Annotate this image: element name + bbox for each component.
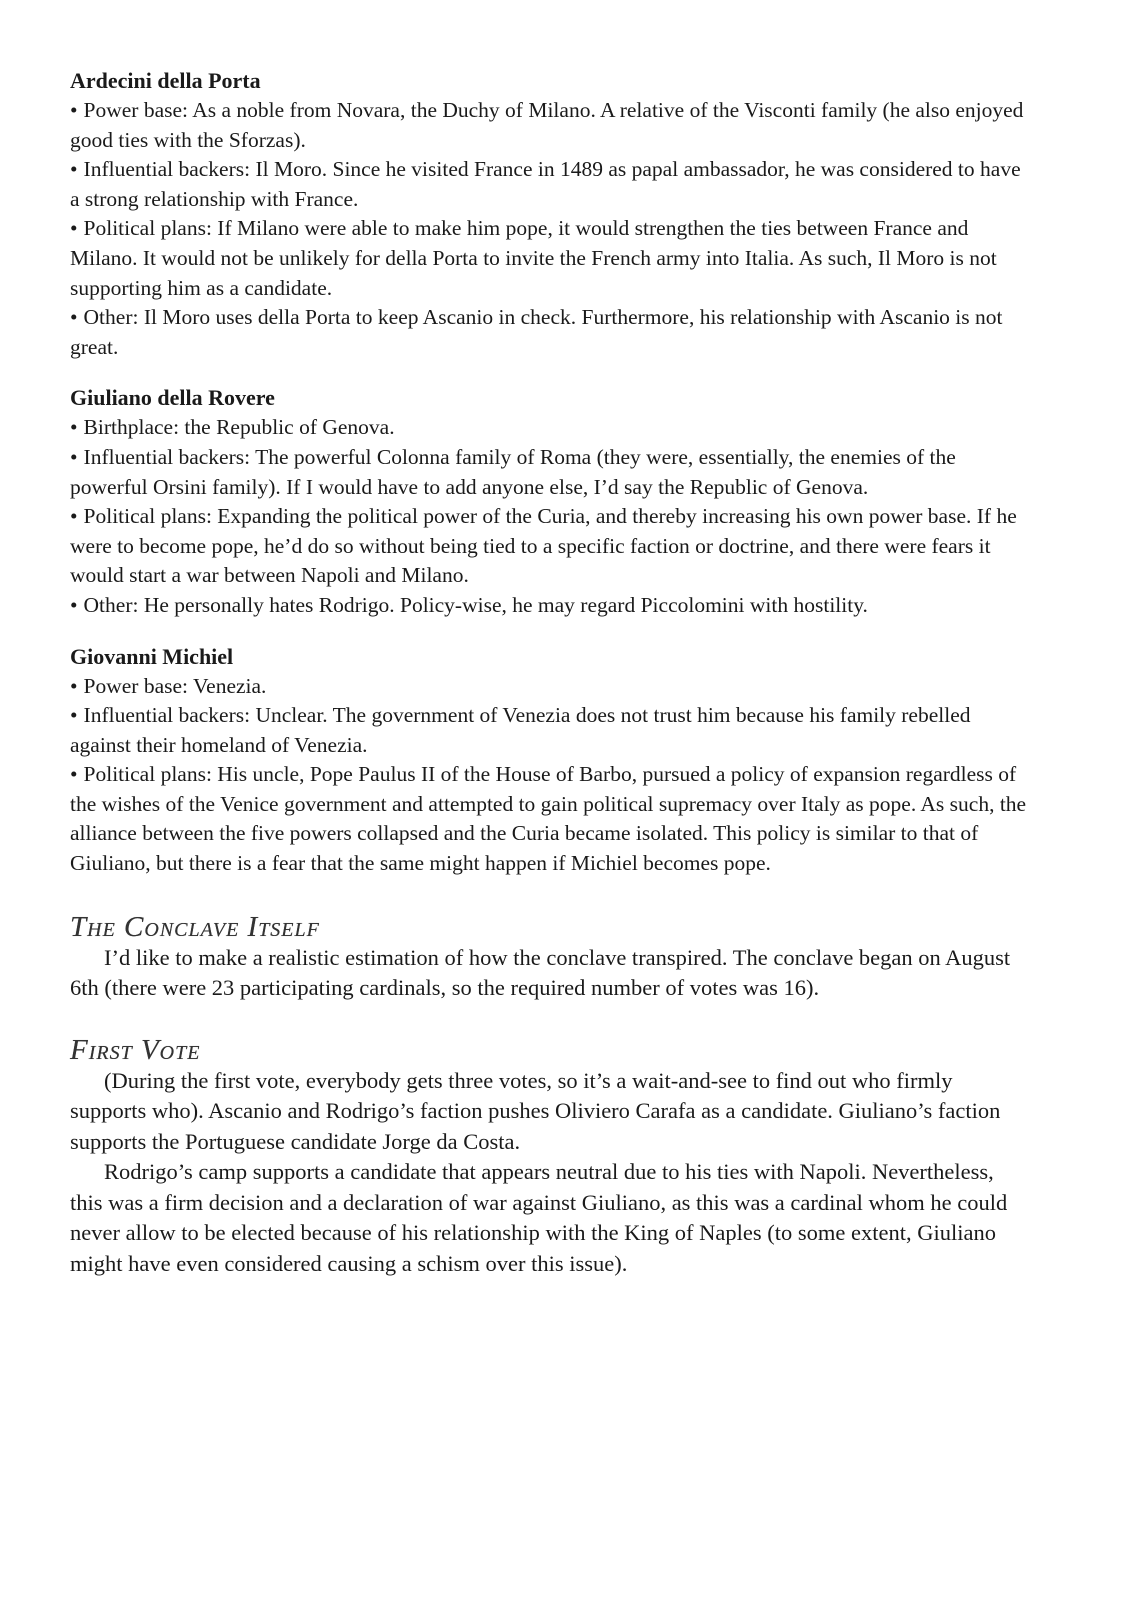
bullet-icon: • [70, 504, 78, 529]
paragraph: (During the first vote, everybody gets three votes, so it’s a wait-and-see to find out who firmly supports who). Ascanio and Rodrigo’s faction pushes Oliviero Carafa as a candidate. Giuliano’s faction supports the Portuguese candidate Jorge da Costa. [70, 1067, 1001, 1154]
candidate-name: Ardecini della Porta [70, 68, 261, 93]
bullet-item: • Political plans: If Milano were able to make him pope, it would strengthen the ties between France and Milano. It would not be unlikely for della Porta to invite the French army into Italia. As such, Il Moro is not supporting him as a candidate. [70, 216, 997, 300]
bullet-icon: • [70, 216, 78, 241]
candidate-name: Giovanni Michiel [70, 643, 234, 669]
candidate-entry-michiel [70, 642, 1030, 879]
bullet-item: • Political plans: Expanding the political power of the Curia, and thereby increasing his own power base. If he were to become pope, he’d do so without being tied to a specific faction or doctrine, and there were fears it would start a war between Napoli and Milano. [70, 504, 1017, 588]
bullet-item: • Influential backers: Il Moro. Since he visited France in 1489 as papal ambassador, he was considered to have a strong relationship with France. [70, 157, 1021, 211]
bullet-icon: • [70, 157, 78, 182]
section-title: The Conclave Itself [70, 910, 320, 943]
bullet-icon: • [70, 305, 78, 330]
section-conclave [70, 911, 1030, 1004]
bullet-item: • Other: He personally hates Rodrigo. Policy-wise, he may regard Piccolomini with hostility. [70, 592, 868, 617]
bullet-item: • Political plans: His uncle, Pope Paulus II of the House of Barbo, pursued a policy of expansion regardless of the wishes of the Venice government and attempted to gain political supremacy over Italy as pope. As such, the alliance between the five powers collapsed and the Curia became isolated. This policy is similar to that of Giuliano, but there is a fear that the same might happen if Michiel becomes pope. [70, 762, 1027, 876]
section-first-vote [70, 1034, 1030, 1280]
candidate-name: Giuliano della Rovere [70, 385, 275, 411]
paragraph: Rodrigo’s camp supports a candidate that appears neutral due to his ties with Napoli. Nevertheless, this was a firm decision and a declaration of war against Giuliano, as this was a cardinal whom he could never allow to be elected because of his relationship with the King of Naples (to some extent, Giuliano might have even considered causing a schism over this issue). [70, 1159, 1008, 1276]
bullet-item: • Influential backers: Unclear. The government of Venezia does not trust him because his family rebelled against their homeland of Venezia. [70, 703, 971, 757]
bullet-item: • Birthplace: the Republic of Genova. [70, 415, 395, 440]
bullet-icon: • [70, 673, 78, 698]
bullet-icon: • [70, 762, 78, 787]
bullet-item: • Power base: As a noble from Novara, the Duchy of Milano. A relative of the Visconti family (he also enjoyed good ties with the Sforzas). [70, 98, 1024, 152]
bullet-icon: • [70, 703, 78, 728]
bullet-icon: • [70, 592, 78, 617]
bullet-icon: • [70, 444, 78, 469]
bullet-item: • Power base: Venezia. [70, 673, 267, 698]
bullet-icon: • [70, 415, 78, 440]
candidate-entry-della-rovere [70, 383, 1030, 620]
candidate-entry-della-porta [70, 66, 1030, 362]
paragraph: I’d like to make a realistic estimation of how the conclave transpired. The conclave began on August 6th (there were 23 participating cardinals, so the required number of votes was 16). [70, 944, 1011, 1001]
bullet-icon: • [70, 98, 78, 122]
bullet-item: • Influential backers: The powerful Colonna family of Roma (they were, essentially, the enemies of the powerful Orsini family). If I would have to add anyone else, I’d say the Republic of Genova. [70, 444, 956, 499]
section-title: First Vote [70, 1033, 201, 1066]
bullet-item: • Other: Il Moro uses della Porta to keep Ascanio in check. Furthermore, his relationship with Ascanio is not great. [70, 305, 1003, 359]
